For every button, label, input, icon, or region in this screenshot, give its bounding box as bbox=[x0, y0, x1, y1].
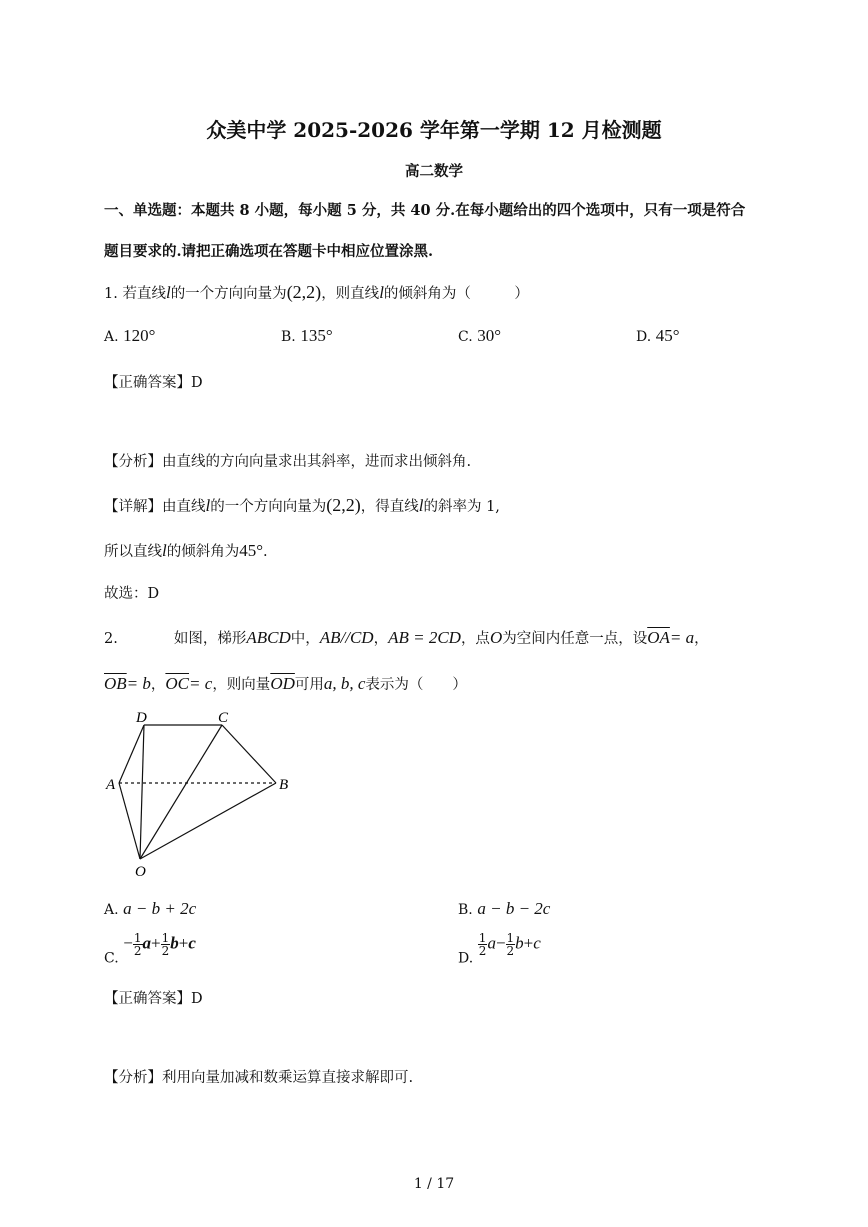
option-d: D. 45° bbox=[636, 326, 680, 345]
question-text: 若直线 bbox=[122, 286, 166, 302]
detail-line-1: 【详解】由直线l的一个方向向量为(2,2)，得直线l的斜率为 1, bbox=[104, 495, 500, 515]
q2-option-c: C. − $\frac{1}{2}$ a+ $\frac{1}{2}$ b+c bbox=[104, 931, 196, 967]
label-b: B bbox=[279, 777, 289, 793]
label-d: D bbox=[136, 710, 147, 726]
question-text: ，则直线 bbox=[321, 286, 380, 302]
edge-co bbox=[140, 725, 222, 859]
document-subtitle: 高二数学 bbox=[405, 163, 463, 180]
document-title: 众美中学 2025-2026 学年第一学期 12 月检测题 bbox=[206, 118, 662, 142]
option-a: A. 120° bbox=[104, 326, 156, 345]
edge-bo bbox=[140, 783, 276, 859]
edge-do bbox=[140, 725, 144, 859]
q2-option-b: B. a − b − 2c bbox=[458, 899, 551, 918]
question-1 bbox=[104, 282, 529, 303]
final-choice: 故选：D bbox=[104, 586, 160, 602]
question-text: 的一个方向向量为 bbox=[170, 286, 287, 302]
q2-correct-answer: 【正确答案】D bbox=[104, 991, 203, 1007]
q2-option-d: D. $\frac{1}{2}$ a− $\frac{1}{2}$ b+c bbox=[458, 931, 541, 967]
question-2-line1: 2. 如图，梯形ABCD中，AB//CD，AB = 2CD，点O为空间内任意一点，设$\overline{OA}= a$， bbox=[104, 628, 709, 647]
edge-ao bbox=[119, 783, 140, 859]
edge-da bbox=[119, 725, 144, 783]
q2-analysis: 【分析】利用向量加减和数乘运算直接求解即可. bbox=[104, 1070, 414, 1086]
label-c: C bbox=[218, 710, 229, 726]
question-number: 2. bbox=[104, 631, 118, 647]
question-number: 1. bbox=[104, 286, 118, 302]
question-text: 的倾斜角为（ ） bbox=[383, 286, 529, 302]
label-a: A bbox=[106, 777, 116, 793]
option-b: B. 135° bbox=[281, 326, 333, 345]
edge-cb bbox=[222, 725, 276, 783]
option-c: C. 30° bbox=[458, 326, 502, 345]
analysis: 【分析】由直线的方向向量求出其斜率，进而求出倾斜角. bbox=[104, 454, 472, 470]
q2-option-a: A. a − b + 2c bbox=[104, 899, 197, 918]
section-heading-line2: 题目要求的.请把正确选项在答题卡中相应位置涂黑. bbox=[104, 243, 434, 260]
label-o: O bbox=[135, 864, 146, 880]
var-l: l bbox=[165, 283, 171, 302]
page-number: 1 / 17 bbox=[413, 1176, 455, 1192]
question-2-line2: $\overline{OB}= b$，$\overline{OC}= c$，则向量$\overline{OD}$可用a, b, c表示为（ ） bbox=[104, 674, 467, 693]
trapezoid-figure bbox=[100, 705, 300, 880]
correct-answer: 【正确答案】D bbox=[104, 375, 203, 391]
detail-line-2: 所以直线l的倾斜角为45°. bbox=[104, 541, 268, 560]
section-heading-line1: 一、单选题：本题共 8 小题，每小题 5 分，共 40 分.在每小题给出的四个选项中，只有一项是符合 bbox=[104, 202, 746, 219]
var-l: l bbox=[379, 283, 384, 302]
direction-vector: (2,2) bbox=[286, 282, 322, 302]
